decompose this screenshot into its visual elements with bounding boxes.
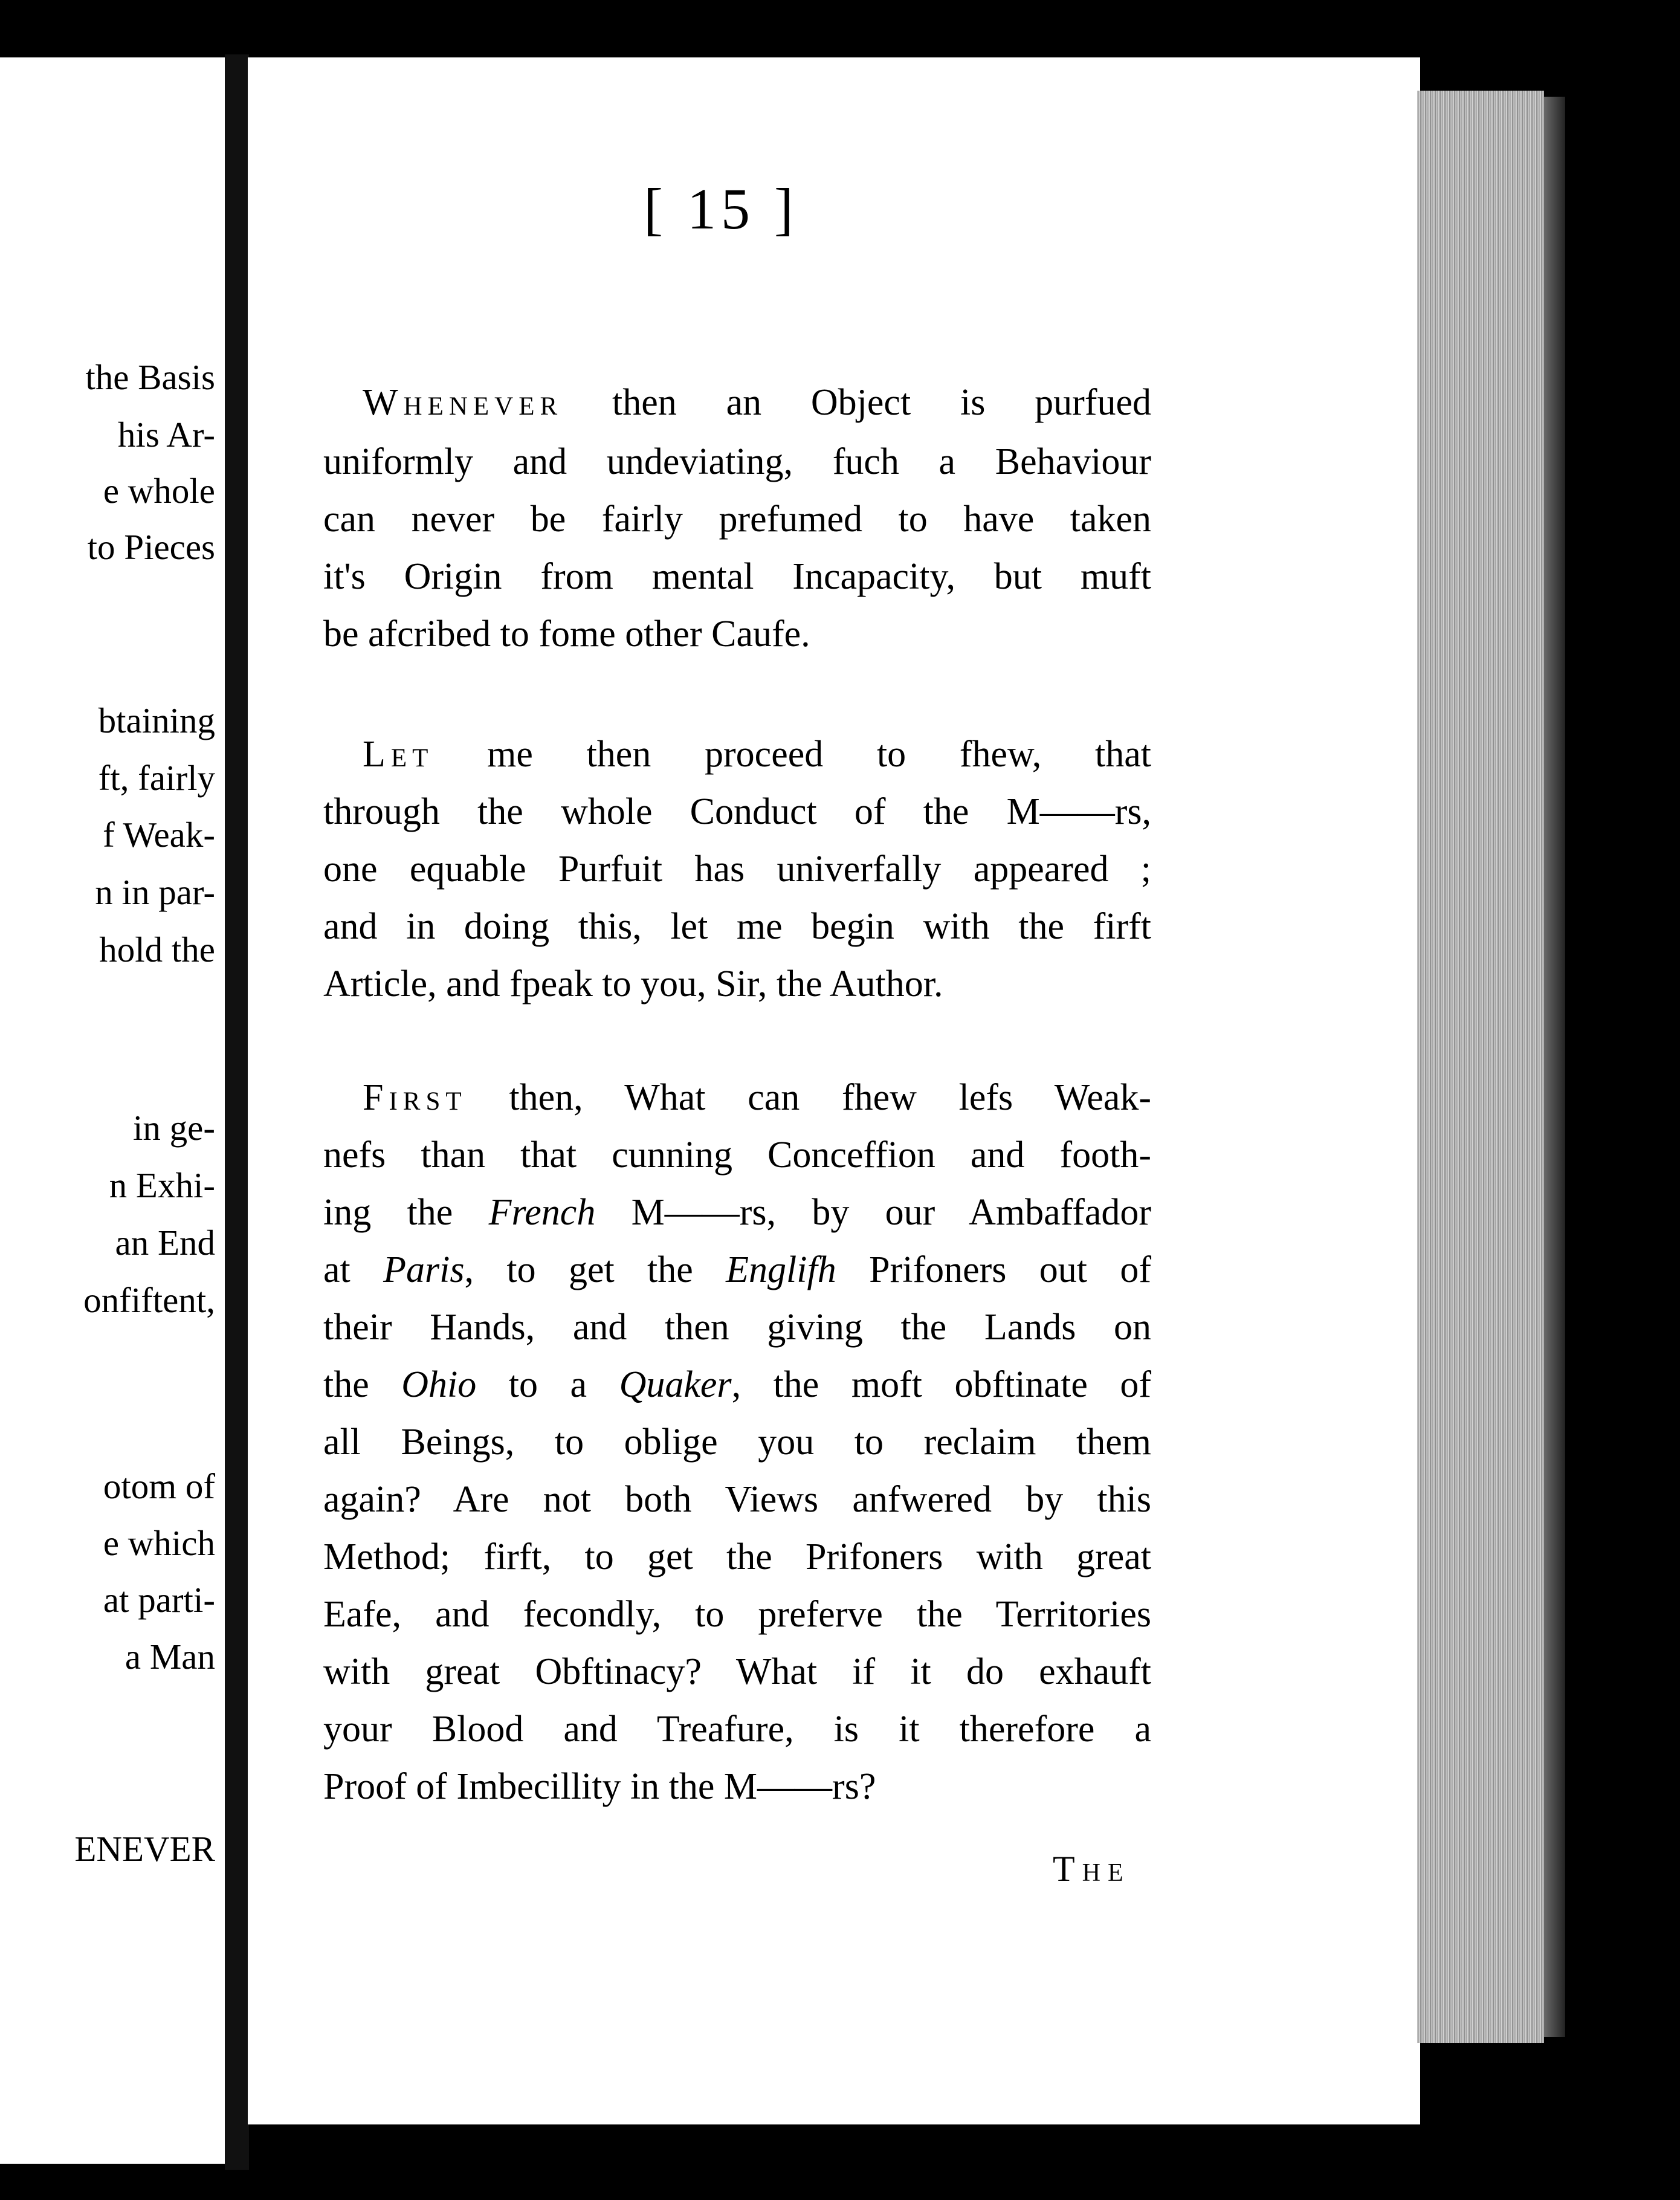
paragraph-line: all Beings, to oblige you to reclaim them bbox=[323, 1422, 1151, 1463]
paragraph-line: the Ohio to a Quaker, the moft obftinate of bbox=[323, 1364, 1152, 1405]
paragraph-line: again? Are not both Views anfwered by this bbox=[323, 1479, 1151, 1520]
page-fore-edge-shadow bbox=[1544, 97, 1565, 2037]
paragraph-line: through the whole Conduct of the M——rs, bbox=[323, 791, 1151, 832]
paragraph-line: your Blood and Treafure, is it therefore a bbox=[323, 1709, 1151, 1750]
left-page-line: e which bbox=[103, 1523, 215, 1563]
paragraph-line: uniformly and undeviating, fuch a Behaviour bbox=[323, 441, 1151, 482]
left-page-line: otom of bbox=[103, 1466, 215, 1506]
paragraph-line: and in doing this, let me begin with the firft bbox=[323, 906, 1151, 947]
paragraph-line: be afcribed to fome other Caufe. bbox=[323, 613, 810, 655]
paragraph-line: with great Obftinacy? What if it do exhauft bbox=[323, 1651, 1151, 1692]
paragraph-first-line bbox=[363, 1079, 1151, 1116]
paragraph-line: Method; firft, to get the Prifoners with great bbox=[323, 1536, 1151, 1577]
left-page-line: to Pieces bbox=[87, 527, 215, 567]
left-page-line: a Man bbox=[124, 1637, 215, 1677]
left-page-line: n Exhi- bbox=[109, 1165, 215, 1205]
paragraph-line: it's Origin from mental Incapacity, but muft bbox=[323, 556, 1151, 597]
paragraph-line: at Paris, to get the Englifh Prifoners out of bbox=[323, 1249, 1152, 1290]
paragraph-lead-word: First bbox=[363, 1077, 467, 1118]
left-page-line: the Basis bbox=[85, 357, 215, 397]
page-fore-edge bbox=[1417, 91, 1544, 2043]
left-page-line: f Weak- bbox=[103, 815, 215, 855]
catchword: The bbox=[1053, 1849, 1131, 1889]
paragraph-lead-word: Let bbox=[363, 734, 434, 775]
paragraph-line: Eafe, and fecondly, to preferve the Territories bbox=[323, 1594, 1151, 1635]
left-page-line: an End bbox=[115, 1223, 215, 1263]
paragraph-line: their Hands, and then giving the Lands on bbox=[323, 1307, 1151, 1348]
left-page-line: at parti- bbox=[103, 1580, 215, 1620]
paragraph-line: nefs than that cunning Conceffion and footh- bbox=[323, 1134, 1151, 1176]
paragraph-line: Proof of Imbecillity in the M——rs? bbox=[323, 1766, 876, 1807]
left-page-line: ENEVER bbox=[74, 1829, 215, 1869]
paragraph-line-text: me then proceed to fhew, that bbox=[433, 734, 1151, 775]
paragraph-first-line bbox=[363, 736, 1151, 773]
left-page-line: n in par- bbox=[95, 872, 215, 912]
paragraph-line-text: then an Object is purfued bbox=[563, 382, 1151, 423]
book-gutter bbox=[225, 54, 249, 2170]
left-page-line: btaining bbox=[98, 700, 215, 740]
left-page-line: in ge- bbox=[133, 1108, 215, 1148]
paragraph-line: Article, and fpeak to you, Sir, the Author. bbox=[323, 963, 943, 1005]
left-facing-page bbox=[0, 57, 234, 2164]
page-number: [ 15 ] bbox=[644, 176, 798, 241]
left-page-line: his Ar- bbox=[117, 415, 215, 455]
paragraph-line: one equable Purfuit has univerfally appeared ; bbox=[323, 849, 1151, 890]
left-page-line: e whole bbox=[103, 471, 215, 511]
paragraph-line: can never be fairly prefumed to have taken bbox=[323, 499, 1151, 540]
paragraph-lead-word: Whenever bbox=[363, 382, 563, 423]
paragraph-first-line bbox=[363, 384, 1151, 421]
left-page-line: hold the bbox=[99, 930, 215, 969]
left-page-line: onfiftent, bbox=[83, 1280, 215, 1320]
paragraph-line: ing the French M——rs, by our Ambaffador bbox=[323, 1192, 1151, 1233]
left-page-line: ft, fairly bbox=[98, 758, 215, 798]
paragraph-line-text: then, What can fhew lefs Weak- bbox=[467, 1077, 1151, 1118]
